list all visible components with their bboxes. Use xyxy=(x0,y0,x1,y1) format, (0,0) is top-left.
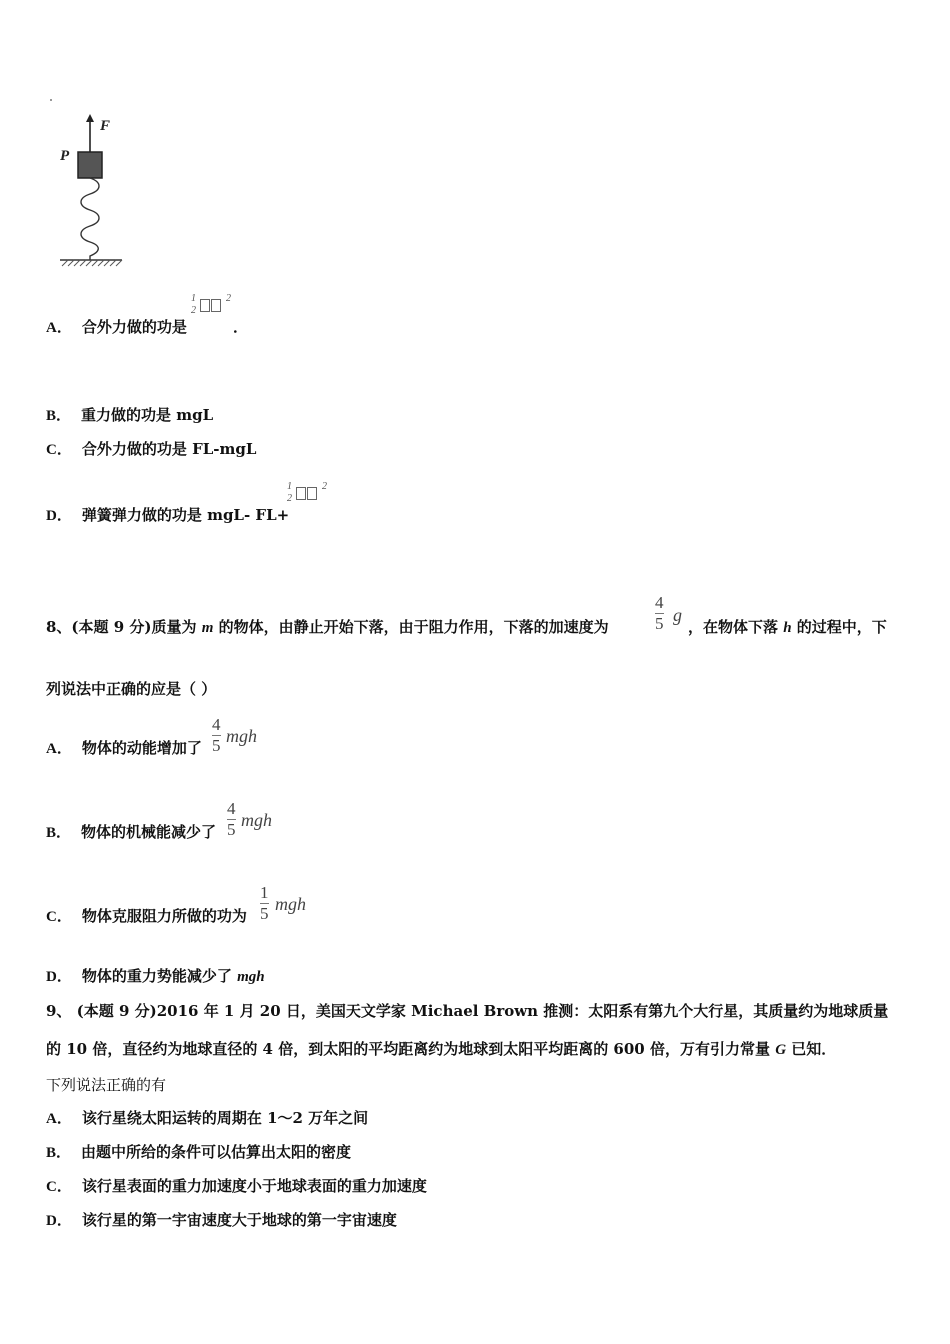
accel-fraction: 4 5 xyxy=(655,593,664,633)
var-m: m xyxy=(201,620,214,636)
option-key: C． xyxy=(46,442,72,458)
q7-option-b xyxy=(46,405,213,426)
option-text: 弹簧弹力做的功是 mgL- FL+ xyxy=(81,506,290,524)
option-text: 合外力做的功是 xyxy=(81,318,187,336)
var-g-const: G xyxy=(775,1042,787,1058)
spring xyxy=(81,178,99,260)
q9-option-a: A． 该行星绕太阳运转的周期在 1～2 万年之间 xyxy=(46,1109,369,1127)
q8-option-b: B． 物体的机械能减少了 xyxy=(46,823,217,841)
q8-stem-line2: 列说法中正确的应是（ ） xyxy=(46,680,217,698)
block-p xyxy=(78,152,102,178)
q8-c-fraction: 1 5 xyxy=(260,883,269,923)
scan-speck xyxy=(50,99,52,101)
q9-option-c: C． 该行星表面的重力加速度小于地球表面的重力加速度 xyxy=(46,1177,427,1195)
q8-a-var: mgh xyxy=(226,726,257,746)
q7-option-a-trail: ． xyxy=(233,318,249,336)
q9-option-b: B． 由题中所给的条件可以估算出太阳的密度 xyxy=(46,1143,352,1161)
q7-option-a xyxy=(46,317,187,338)
q9-stem-line3: 下列说法正确的有 xyxy=(46,1076,167,1094)
q9-stem-line1: 9、 (本题 9 分)2016 年 1 月 20 日，美国天文学家 Michael Brown 推测：太阳系有第九个大行星，其质量约为地球质量 xyxy=(46,1002,889,1020)
q8-stem-line1-tail: ，在物体下落 h 的过程中，下 xyxy=(688,618,887,636)
q9-stem-line2: 的 10 倍，直径约为地球直径的 4 倍，到太阳的平均距离约为地球到太阳平均距离的 600 倍，万有引力常量 G 已知． xyxy=(46,1040,837,1058)
q7-option-c xyxy=(46,439,256,460)
q8-a-fraction: 4 5 xyxy=(212,715,221,755)
q9-option-d: D． 该行星的第一宇宙速度大于地球的第一宇宙速度 xyxy=(46,1211,397,1229)
force-label: F xyxy=(100,118,111,134)
accel-var: g xyxy=(673,605,682,625)
q8-option-c: C． 物体克服阻力所做的功为 xyxy=(46,907,247,925)
option-text: 重力做的功是 mgL xyxy=(81,406,214,424)
q7-option-d xyxy=(46,505,289,526)
var-h: h xyxy=(783,620,792,636)
option-key: B． xyxy=(46,408,72,424)
option-key: D． xyxy=(46,508,72,524)
spring-block-figure xyxy=(50,110,140,270)
q8-b-var: mgh xyxy=(241,810,272,830)
q8-c-var: mgh xyxy=(275,894,306,914)
q8-option-a: A． 物体的动能增加了 xyxy=(46,739,202,757)
q8-option-d: D． 物体的重力势能减少了 mgh xyxy=(46,967,265,985)
block-label: P xyxy=(60,148,70,164)
option-key: A． xyxy=(46,320,72,336)
q8-stem-line1: 8、(本题 9 分)质量为 m 的物体，由静止开始下落，由于阻力作用，下落的加速度为 xyxy=(46,618,609,636)
force-arrowhead xyxy=(86,114,94,122)
q8-b-fraction: 4 5 xyxy=(227,799,236,839)
option-text: 合外力做的功是 FL-mgL xyxy=(81,440,257,458)
